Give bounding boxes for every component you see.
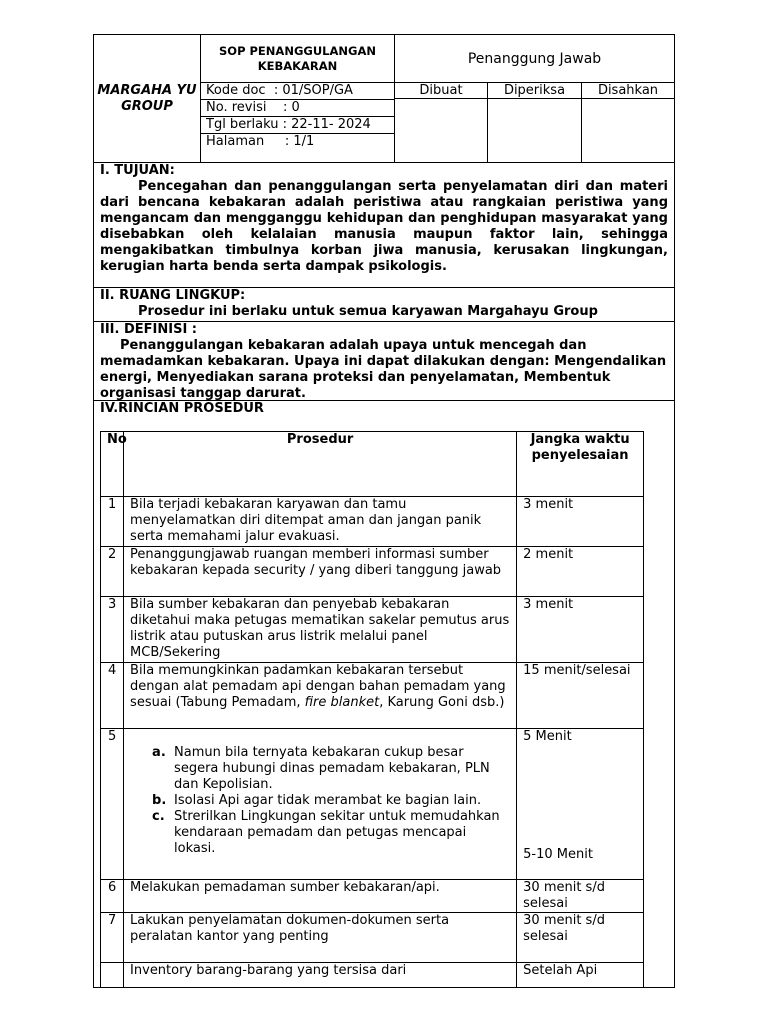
waktu-a: 5 Menit [523, 729, 572, 744]
row-no [101, 963, 124, 989]
row-waktu: 30 menit s/d selesai [517, 913, 644, 963]
row-waktu [517, 729, 644, 880]
table-header-row [101, 432, 644, 497]
tgl-berlaku: Tgl berlaku : 22-11- 2024 [201, 117, 394, 134]
document-meta [201, 83, 395, 162]
company-name: MARGAHA YU GROUP [94, 35, 201, 162]
row-prosedur: Bila terjadi kebakaran karyawan dan tamu menyelamatkan diri ditempat aman dan jangan panik serta memahami jalur evakuasi. [124, 497, 517, 547]
row-prosedur: Penanggungjawab ruangan memberi informasi sumber kebakaran kepada security / yang diberi tanggung jawab [124, 547, 517, 597]
list-item [152, 745, 510, 793]
waktu-b: 5-10 Menit [523, 847, 593, 862]
table-row [101, 963, 644, 989]
row-prosedur: Melakukan pemadaman sumber kebakaran/api. [124, 880, 517, 913]
row-no: 4 [101, 663, 124, 729]
row-no: 5 [101, 729, 124, 880]
procedure-table [100, 431, 644, 988]
section-ruang-lingkup [94, 288, 674, 322]
col-prosedur: Prosedur [124, 432, 517, 497]
table-row [101, 497, 644, 547]
row-no: 6 [101, 880, 124, 913]
disahkan-label: Disahkan [582, 83, 674, 99]
row-no: 3 [101, 597, 124, 663]
ruang-lingkup-heading: II. RUANG LINGKUP: [100, 288, 246, 303]
tujuan-text: Pencegahan dan penanggulangan serta penyelamatan diri dan materi dari bencana kebakaran adalah peristiwa atau rangkaian peristiwa yang mengancam dan mengganggu kehidupan dan penghidupan masyarakat yang disebabkan oleh kelalaian manusia maupun faktor lain, sehingga mengakibatkan timbulnya korban jiwa manusia, kerusakan lingkungan, kerugian harta benda serta dampak psikologis. [100, 179, 668, 274]
row-prosedur: Lakukan penyelamatan dokumen-dokumen serta peralatan kantor yang penting [124, 913, 517, 963]
penanggung-jawab-title: Penanggung Jawab [395, 35, 674, 83]
prosedur-italic: fire blanket [304, 695, 380, 710]
halaman: Halaman : 1/1 [206, 134, 315, 149]
row-waktu: 15 menit/selesai [517, 663, 644, 729]
rincian-heading: IV.RINCIAN PROSEDUR [100, 401, 264, 416]
row-waktu: 30 menit s/d selesai [517, 880, 644, 913]
no-revisi: No. revisi : 0 [201, 100, 394, 117]
section-rincian-prosedur [94, 401, 674, 988]
row-prosedur: Bila sumber kebakaran dan penyebab kebakaran diketahui maka petugas mematikan sakelar pemutus arus listrik atau putuskan arus listrik melalui panel MCB/Sekering [124, 597, 517, 663]
row-prosedur [124, 729, 517, 880]
list-text: Strerilkan Lingkungan sekitar untuk memudahkan kendaraan pemadam dan petugas mencapai lokasi. [174, 809, 500, 856]
ruang-lingkup-text: Prosedur ini berlaku untuk semua karyawan Margahayu Group [138, 304, 598, 319]
row-prosedur [124, 663, 517, 729]
sop-title: SOP PENANGGULANGAN KEBAKARAN [201, 35, 395, 83]
kode-doc: Kode doc : 01/SOP/GA [201, 83, 394, 100]
document-header [94, 35, 674, 163]
diperiksa-label: Diperiksa [488, 83, 581, 99]
prosedur-part-a: Bila memungkinkan padamkan kebakaran tersebut dengan alat pemadam api dengan bahan pemadam yang sesuai (Tabung Pemadam, [130, 663, 506, 710]
table-row [101, 663, 644, 729]
table-row [101, 880, 644, 913]
dibuat-label: Dibuat [395, 83, 487, 99]
list-letter: c. [152, 809, 165, 824]
definisi-heading: III. DEFINISI : [100, 322, 198, 337]
row-waktu: 3 menit [517, 597, 644, 663]
prosedur-part-b: , Karung Goni dsb.) [379, 695, 505, 710]
table-row [101, 597, 644, 663]
sub-step-list [130, 745, 510, 857]
signature-diperiksa [488, 83, 582, 162]
list-text: Isolasi Api agar tidak merambat ke bagian lain. [174, 793, 482, 808]
row-no: 7 [101, 913, 124, 963]
definisi-text: Penanggulangan kebakaran adalah upaya untuk mencegah dan memadamkan kebakaran. Upaya ini dapat dilakukan dengan: Mengendalikan energi, Menyediakan sarana proteksi dan penyelamatan, Membentuk organisasi tanggap darurat. [100, 338, 667, 401]
section-definisi [94, 322, 674, 401]
row-waktu: 3 menit [517, 497, 644, 547]
row-no: 2 [101, 547, 124, 597]
signature-dibuat [395, 83, 488, 162]
list-text: Namun bila ternyata kebakaran cukup besar segera hubungi dinas pemadam kebakaran, PLN dan Kepolisian. [174, 745, 490, 792]
row-no: 1 [101, 497, 124, 547]
tujuan-heading: I. TUJUAN: [100, 163, 175, 178]
table-row [101, 547, 644, 597]
list-item [152, 793, 510, 809]
col-no: No [101, 432, 124, 497]
list-letter: a. [152, 745, 166, 760]
table-row [101, 913, 644, 963]
col-jangka: Jangka waktu penyelesaian [517, 432, 644, 497]
row-prosedur: Inventory barang-barang yang tersisa dari [124, 963, 517, 989]
signature-disahkan [582, 83, 674, 162]
row-waktu: Setelah Api [517, 963, 644, 989]
list-item [152, 809, 510, 857]
section-tujuan [94, 163, 674, 288]
list-letter: b. [152, 793, 167, 808]
sop-document [93, 34, 675, 988]
table-row [101, 729, 644, 880]
row-waktu: 2 menit [517, 547, 644, 597]
